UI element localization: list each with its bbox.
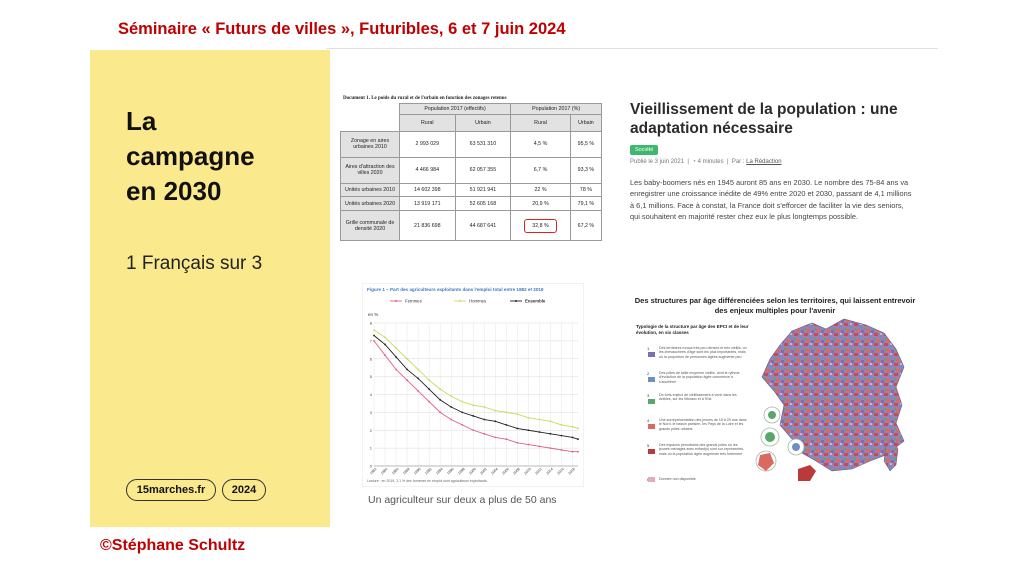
year-badge: 2024 [222,479,266,501]
legend-text: Des pôles de taille moyenne vieillis, dont le rythme d'évolution de la population âgée commence à s'accélérer [659,371,740,384]
overseas-inset-fill [792,443,800,451]
legend-text: Des espaces périurbains des grands pôles où les jeunes ménages avec enfant(s) sont sur-représentés, mais où la population âgée augmente très fortement [659,443,745,456]
chart-point [417,390,419,392]
chart-legend-label: Hommes [469,298,487,304]
chart-point [539,431,541,433]
chart-point [395,369,397,371]
chart-point [516,442,518,444]
chart-caption: Un agriculteur sur deux a plus de 50 ans [368,494,557,506]
chart-point [428,388,430,390]
chart-svg [362,283,584,487]
chart-point [384,344,386,346]
table-cell: 4 466 984 [400,157,456,183]
farmer-share-chart [362,283,584,487]
chart-point [472,429,474,431]
chart-point [428,379,430,381]
table-cell: 93,3 % [570,157,601,183]
chart-y-tick: 4 [369,392,372,397]
france-map-graphic [634,293,916,490]
chart-point [483,406,485,408]
chart-point [450,395,452,397]
chart-point [395,356,397,358]
chart-note: Lecture : en 2019, 2,1 % des hommes en emploi sont agriculteurs exploitants. [367,479,488,483]
chart-point [417,369,419,371]
chart-y-tick: 7 [369,338,372,344]
chart-y-tick: 5 [369,374,372,380]
panel-title-line: campagne [126,141,255,171]
chart-point [527,417,529,419]
table-cell: 2 993 029 [400,132,456,158]
chart-x-tick: 2010 [523,467,532,476]
legend-text: Donnée non disponible [659,477,696,481]
article-title[interactable]: Vieillissement de la population : une adaptation nécessaire [630,101,898,137]
yellow-panel [90,50,330,527]
chart-x-tick: 1988 [402,467,411,476]
chart-point [373,329,375,331]
table-cell: 62 057 355 [455,157,511,183]
table-corner [341,115,400,132]
chart-point [527,444,529,446]
chart-x-tick: 2016 [556,467,565,476]
rural-urban-table [340,103,602,241]
article-meta: Publié le 3 juin 2021 | ◔ 4 minutes | Par : La Rédaction [630,159,782,165]
table-group-header: Population 2017 (effectifs) [400,104,511,115]
chart-point [384,336,386,338]
chart-x-tick: 1994 [435,467,444,476]
table-col-header: Rural [400,115,456,132]
chart-point [439,399,441,401]
table-corner [341,104,400,115]
table-row-label: Unités urbaines 2010 [341,183,400,197]
chart-point [494,410,496,412]
table-cell: 13 919 171 [400,197,456,211]
chart-point [527,429,529,431]
chart-point [450,406,452,408]
chart-point [494,420,496,422]
chart-point [395,347,397,349]
chart-point [406,379,408,381]
table-cell: 14 602 398 [400,183,456,197]
table-row-label: Aires d'attraction des villes 2020 [341,157,400,183]
chart-point [406,369,408,371]
chart-x-tick: 2012 [534,467,543,476]
chart-title: Figure 1 – Part des agriculteurs exploitants dans l'emploi total entre 1982 et 2019 [367,287,544,292]
table-row [341,132,602,158]
chart-point [516,413,518,415]
legend-text: Une surreprésentation des jeunes de 15 à 29 ans dans le Nord, le bassin parisien, les Pays de la Loire et les grands pôles urbains [659,418,747,431]
table-cell: 20,9 % [511,197,571,211]
table-cell: 22 % [511,183,571,197]
chart-x-tick: 1996 [446,467,455,476]
chart-point [428,401,430,403]
table-row-label: Grille communale de densité 2020 [341,211,400,241]
highlight-circle: 32,8 % [524,219,557,233]
table-cell: 21 836 698 [400,211,456,241]
slide-title: Séminaire « Futurs de villes », Futuribles, 6 et 7 juin 2024 [118,20,566,38]
chart-legend-marker [515,300,517,302]
table-cell: 67,2 % [570,211,601,241]
france-mainland-shape [762,319,904,471]
table-group-header: Population 2017 (%) [511,104,602,115]
chart-point [494,437,496,439]
legend-text: Des territoires ruraux très peu denses et très vieillis, où les chevauchées d'âge sont les plus importantes, mais où la proportion de personnes âgées augmente peu [659,346,747,359]
panel-subtitle: 1 Français sur 3 [126,253,263,274]
table-row-label: Unités urbaines 2020 [341,197,400,211]
chart-legend-label: Ensemble [525,298,546,304]
table-row-label: Zonage en aires urbaines 2010 [341,132,400,158]
header-divider [326,48,938,49]
chart-point [550,420,552,422]
chart-x-tick: 2002 [479,467,488,476]
table-cell-highlighted [511,211,571,241]
publish-date: Publié le 3 juin 2021 [630,159,685,165]
chart-point [472,415,474,417]
chart-point [539,419,541,421]
chart-point [406,358,408,360]
chart-x-tick: 1990 [413,467,422,476]
overseas-inset-fill [768,411,776,419]
table-cell: 79,1 % [570,197,601,211]
table-row [341,197,602,211]
category-tag[interactable]: Société [630,145,658,155]
legend-number: 2 [647,371,650,376]
table-cell: 78 % [570,183,601,197]
article-body: Les baby-boomers nés en 1945 auront 85 ans en 2030. Le nombre des 75-84 ans va enregistrer une croissance inédite de 49% entre 2020 et 2030, passant de 4,1 millions à 6,1 millions. Face à constat, la France doit s'efforcer de faciliter la vie des seniors, qui souhaitent en majorité rester chez eux le plus longtemps possible. [630,178,912,222]
chart-point [439,411,441,413]
table-col-header: Urbain [455,115,511,132]
overseas-inset-fill [765,432,775,442]
chart-point [483,419,485,421]
table-cell: 44 687 641 [455,211,511,241]
chart-point [384,354,386,356]
chart-point [572,426,574,428]
table-cell: 63 531 310 [455,132,511,158]
chart-point [561,449,563,451]
chart-x-tick: 2004 [490,467,499,476]
chart-point [561,435,563,437]
table-caption: Document 1. Le poids du rural et de l'urbain en fonction des zonages retenus [343,96,507,101]
table-cell: 51 921 941 [455,183,511,197]
chart-point [461,401,463,403]
table-cell: 52 605 168 [455,197,511,211]
chart-x-tick: 1986 [391,467,400,476]
chart-x-tick: 2008 [512,467,521,476]
table-row [341,183,602,197]
panel-title-line: La [126,106,157,136]
table-col-header: Urbain [570,115,601,132]
panel-title-line: en 2030 [126,176,222,206]
chart-y-tick: 0 [369,463,372,469]
chart-point [550,433,552,435]
table-cell: 4,5 % [511,132,571,158]
legend-number: 3 [647,393,650,398]
site-badge[interactable]: 15marches.fr [126,479,216,501]
chart-point [472,404,474,406]
author-prefix: Par : [731,159,745,165]
legend-number: 1 [647,346,650,351]
chart-point [417,378,419,380]
legend-number: 5 [647,443,650,448]
chart-point [483,433,485,435]
table-row [341,211,602,241]
author-link[interactable]: La Rédaction [746,159,782,165]
chart-point [505,411,507,413]
chart-y-tick: 6 [369,356,372,362]
legend-number: 4 [647,418,650,423]
table-cell: 95,5 % [570,132,601,158]
panel-title [126,104,255,209]
chart-legend-label: Femmes [405,298,422,304]
chart-x-tick: 1998 [457,467,466,476]
table-col-header: Rural [511,115,571,132]
chart-x-tick: 1992 [424,467,433,476]
chart-point [373,335,375,337]
chart-ylabel: en % [368,312,379,317]
chart-x-tick: 2000 [468,467,477,476]
chart-point [539,445,541,447]
chart-y-tick: 3 [369,409,372,415]
read-time: 4 minutes [697,159,724,165]
chart-point [572,437,574,439]
chart-point [572,451,574,453]
chart-point [577,438,579,440]
copyright-text: ©Stéphane Schultz [100,537,246,554]
legend-title: Typologie de la structure par âge des EPCI et de leur évolution, en six classes [636,324,749,335]
age-structure-map [634,293,916,490]
table-cell: 6,7 % [511,157,571,183]
chart-y-tick: 1 [369,445,372,451]
chart-x-tick: 2018 [567,467,577,476]
chart-x-tick: 2006 [501,467,510,476]
chart-point [450,419,452,421]
chart-point [505,424,507,426]
chart-legend-marker [459,300,461,302]
chart-x-tick: 1982 [369,467,378,476]
chart-point [577,428,579,430]
chart-legend-marker [395,300,397,302]
chart-point [373,340,375,342]
table-row [341,157,602,183]
chart-x-tick: 2014 [545,467,554,476]
chart-y-tick: 2 [369,427,372,433]
chart-point [550,447,552,449]
guyane-shape [798,465,816,481]
chart-point [461,411,463,413]
clock-icon: ◔ [692,159,696,165]
chart-point [505,438,507,440]
legend-text: De forts enjeux de vieillissement à venir dans les Antilles, sur les littoraux et à l'Est [659,393,737,402]
chart-point [461,424,463,426]
map-title: Des structures par âge différenciées selon les territoires, qui laissent entrevoir des enjeux multiples pour l'avenir [634,296,916,315]
chart-point [516,428,518,430]
chart-point [439,388,441,390]
chart-x-tick: 1984 [380,467,389,476]
chart-point [577,451,579,453]
chart-y-tick: 8 [369,320,372,326]
chart-point [561,424,563,426]
